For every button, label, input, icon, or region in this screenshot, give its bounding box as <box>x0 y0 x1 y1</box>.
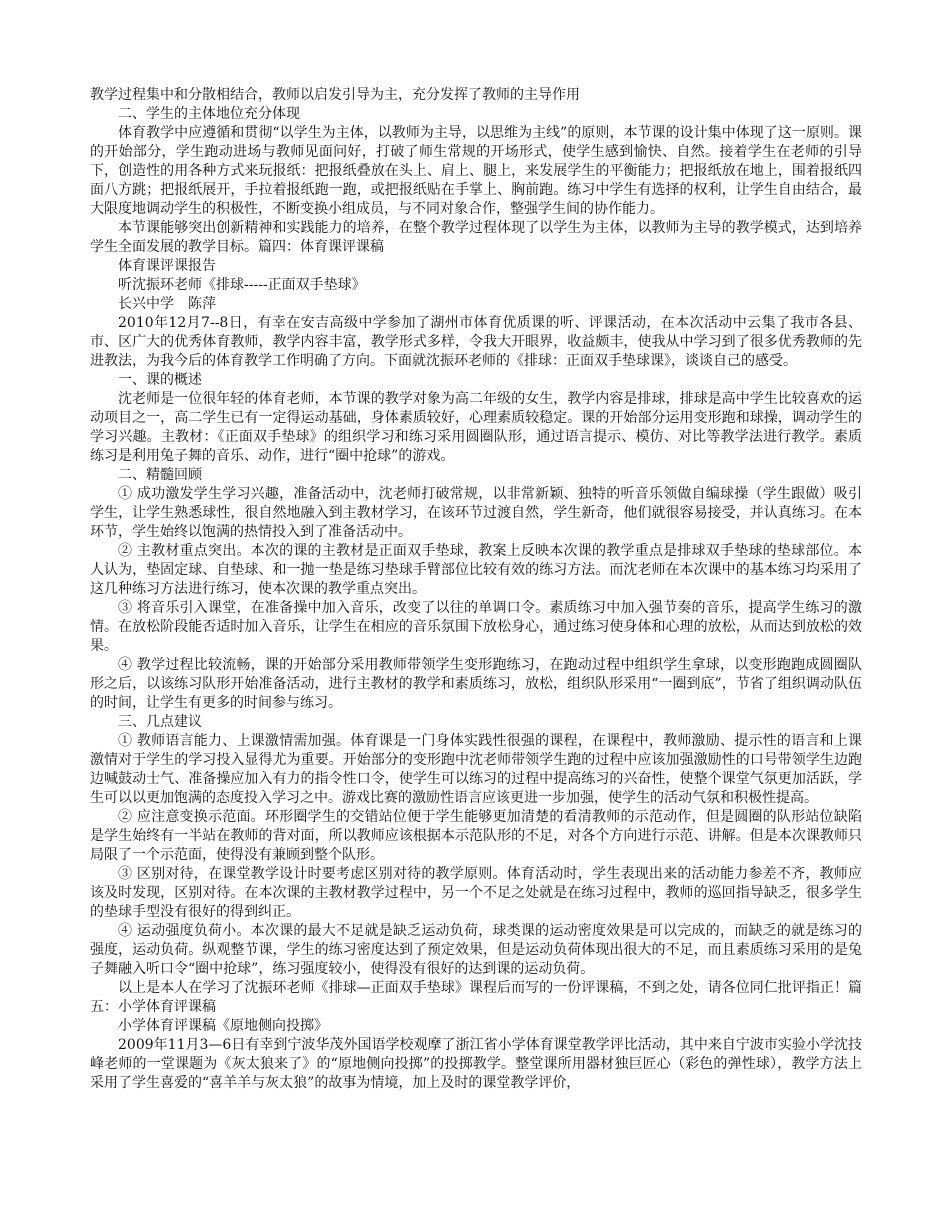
paragraph: 2009年11月3—6日有幸到宁波华茂外国语学校观摩了浙江省小学体育课堂教学评比活动，其中来自宁波市实验小学沈技峰老师的一堂课题为《灰太狼来了》的“原地侧向投掷”的投掷教学。整堂课所用器材独巨匠心（彩色的弹性球），教学方法上采用了学生喜爱的“喜羊羊与灰太狼”的故事为情境，加上及时的课堂教学评价， <box>90 1037 862 1091</box>
paragraph: ① 成功激发学生学习兴趣，准备活动中，沈老师打破常规，以非常新颖、独特的听音乐领做自编球操（学生跟做）吸引学生，让学生熟悉球性，很自然地融入到主教材学习，在该环节过渡自然，学生新奇，他们就很容易接受，并认真练习。在本环节，学生始终以饱满的热情投入到了准备活动中。 <box>90 486 862 540</box>
paragraph: 体育课评课报告 <box>118 258 216 274</box>
paragraph: 以上是本人在学习了沈振环老师《排球—正面双手垫球》课程后而写的一份评课稿，不到之处，请各位同仁批评指正！篇五：小学体育评课稿 <box>90 980 862 1015</box>
paragraph: 二、精髓回顾 <box>118 467 202 483</box>
paragraph: 长兴中学 陈萍 <box>118 296 216 312</box>
paragraph: 三、几点建议 <box>118 714 202 730</box>
paragraph: 教学过程集中和分散相结合，教师以启发引导为主，充分发挥了教师的主导作用 <box>90 87 580 103</box>
paragraph: ③ 区别对待，在课堂教学设计时要考虑区别对待的教学原则。体育活动时，学生表现出来的活动能力参差不齐，教师应该及时发现，区别对待。在本次课的主教材教学过程中，另一个不足之处就是在练习过程中，教师的巡回指导缺乏，很多学生的垫球手型没有很好的得到纠正。 <box>90 866 862 920</box>
paragraph: 小学体育评课稿《原地侧向投掷》 <box>118 1018 328 1034</box>
paragraph: 2010年12月7--8日，有幸在安吉高级中学参加了湖州市体育优质课的听、评课活动，在本次活动中云集了我市各县、市、区广大的优秀体育教师，教学内容丰富，教学形式多样，令我大开眼界，收益颇丰，使我从中学习到了很多优秀教师的先进教法，为我今后的体育教学工作明确了方向。下面就沈振环老师的《排球：正面双手垫球课》，谈谈自己的感受。 <box>90 315 862 369</box>
paragraph: 听沈振环老师《排球-----正面双手垫球》 <box>118 277 366 293</box>
paragraph: 沈老师是一位很年轻的体育老师，本节课的教学对象为高二年级的女生，教学内容是排球，排球是高中学生比较喜欢的运动项目之一，高二学生已有一定得运动基础，身体素质较好，心理素质较稳定。课的开始部分运用变形跑和球操，调动学生的学习兴趣。主教材：《正面双手垫球》的组织学习和练习采用圆圈队形，通过语言提示、模仿、对比等教学法进行教学。素质练习是利用兔子舞的音乐、动作，进行“圈中抢球”的游戏。 <box>90 391 862 464</box>
paragraph: ② 主教材重点突出。本次的课的主教材是正面双手垫球，教案上反映本次课的教学重点是排球双手垫球的垫球部位。本人认为，垫固定球、自垫球、和一抛一垫是练习垫球手臂部位比较有效的练习方法。而沈老师在本次课中的基本练习均采用了这几种练习方法进行练习，使本次课的教学重点突出。 <box>90 543 862 597</box>
paragraph: ① 教师语言能力、上课激情需加强。体育课是一门身体实践性很强的课程，在课程中，教师激励、提示性的语言和上课激情对于学生的学习投入显得尤为重要。开始部分的变形跑中沈老师带领学生跑的过程中应该加强激励性的口号带领学生边跑边喊鼓动士气、准备操应加入有力的指令性口令，使学生可以练习的过程中提高练习的兴奋性，使整个课堂气氛更加活跃，学生可以以更加饱满的态度投入学习之中。游戏比赛的激励性语言应该更进一步加强，使学生的活动气氛和积极性提高。 <box>90 733 862 806</box>
paragraph: ② 应注意变换示范面。环形圈学生的交错站位便于学生能够更加清楚的看清教师的示范动作，但是圆圈的队形站位缺陷是学生始终有一半站在教师的背对面，所以教师应该根据本示范队形的不足，对各个方向进行示范、讲解。但是本次课教师只局限了一个示范面，使得没有兼顾到整个队形。 <box>90 809 862 863</box>
paragraph: 体育教学中应遵循和贯彻“以学生为主体，以教师为主导，以思维为主线”的原则，本节课的设计集中体现了这一原则。课的开始部分，学生跑动进场与教师见面问好，打破了师生常规的开场形式，使学生感到愉快、自然。接着学生在老师的引导下，创造性的用各种方式来玩报纸：把报纸叠放在头上、肩上、腿上，来发展学生的平衡能力；把报纸放在地上，围着报纸四面八方跳；把报纸展开，手拉着报纸跑一跑，或把报纸贴在手掌上、胸前跑。练习中学生有选择的权利，让学生自由结合，最大限度地调动学生的积极性，不断变换小组成员，与不同对象合作，整强学生间的协作能力。 <box>90 125 862 217</box>
paragraph: ④ 运动强度负荷小。本次课的最大不足就是缺乏运动负荷，球类课的运动密度效果是可以完成的，而缺乏的就是练习的强度，运动负荷。纵观整节课，学生的练习密度达到了预定效果，但是运动负荷体现出很大的不足，而且素质练习采用的是兔子舞融入听口令“圈中抢球”，练习强度较小，使得没有很好的达到课的运动负荷。 <box>90 923 862 977</box>
document-body <box>90 86 862 1093</box>
paragraph: 一、课的概述 <box>118 372 202 388</box>
paragraph: ④ 教学过程比较流畅，课的开始部分采用教师带领学生变形跑练习，在跑动过程中组织学生拿球，以变形跑跑成圆圈队形之后，以该练习队形开始准备活动，进行主教材的教学和素质练习，放松，组织队形采用“一圈到底”，节省了组织调动队伍的时间，让学生有更多的时间参与练习。 <box>90 657 862 711</box>
paragraph: ③ 将音乐引入课堂，在准备操中加入音乐，改变了以往的单调口令。素质练习中加入强节奏的音乐，提高学生练习的激情。在放松阶段能否适时加入音乐，让学生在相应的音乐氛围下放松身心，通过练习使身体和心理的放松，从而达到放松的效果。 <box>90 600 862 654</box>
paragraph: 二、学生的主体地位充分体现 <box>118 106 300 122</box>
paragraph: 本节课能够突出创新精神和实践能力的培养，在整个教学过程体现了以学生为主体，以教师为主导的教学模式，达到培养学生全面发展的教学目标。篇四：体育课评课稿 <box>90 220 862 255</box>
